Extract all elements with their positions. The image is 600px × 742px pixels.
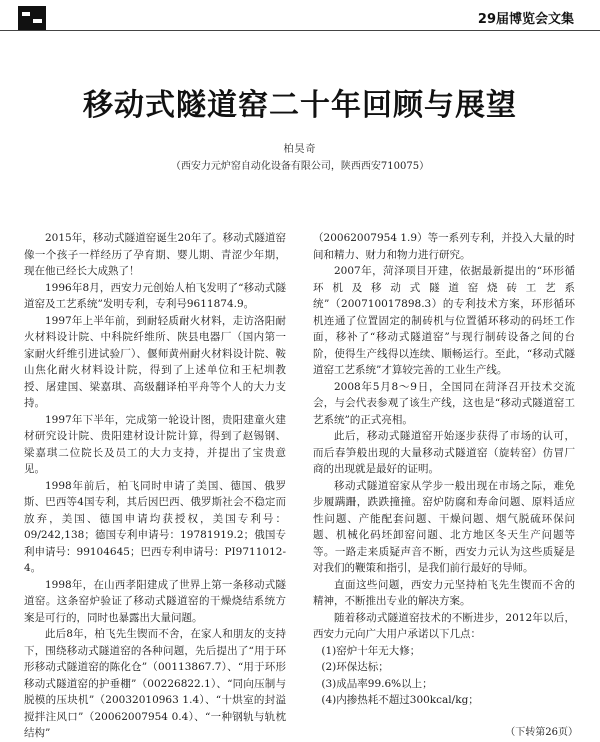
paragraph: 2007年，菏泽项目开建，依据最新提出的“环形循环机及移动式隧道窑烧砖工艺系统”（200710017898.3）的专利技术方案，环形循环机连通了位置固定的制砖机与位置循环移动的码坯工作面，移补了“移动式隧道窑”与现行制砖设备之间的台阶，使得生产线得以连续、顺畅运行。至此，“移动式隧道窑工艺系统”才算较完善的工业生产线。 xyxy=(313,265,575,376)
paragraph: 1997年上半年前，到耐轻质耐火材料，走访洛阳耐火材料设计院、中科院纤维所、陕县电器厂（国内第一家耐火纤维引进试验厂）、偃师黄州耐火材料设计院、鞍山焦化耐火材料设计院，得到了上述单位和王杞圳教授、屠建国、梁嘉琪、高级翻译柏平舟等个人的大力支持。 xyxy=(24,314,286,409)
list-item: (1)窑炉十年无大修； xyxy=(321,644,421,657)
paragraph-continued: （20062007954 1.9）等一系列专利，并投入大量的时间和精力、财力和物力进行研究。 xyxy=(313,232,575,261)
paragraph: 此后，移动式隧道窑开始逐步获得了市场的认可，而后春笋般出现的大量移动式隧道窑（旋转窑）仿冒厂商的出现就是最好的证明。 xyxy=(313,430,575,475)
journal-emblem xyxy=(18,6,46,30)
paragraph: 1998年，在山西孝阳建成了世界上第一条移动式隧道窑。这条窑炉验证了移动式隧道窑的干燥烧结系统方案是可行的，同时也暴露出大量问题。 xyxy=(24,578,286,624)
paragraph: 1996年8月，西安力元创始人柏飞发明了“移动式隧道窑及工艺系统”发明专利，专利号9611874.9。 xyxy=(24,281,286,310)
continued-note: （下转第26页） xyxy=(505,727,578,738)
right-column xyxy=(313,230,575,709)
article-affiliation: （西安力元炉窑自动化设备有限公司，陕西西安710075） xyxy=(170,161,430,172)
paragraph: 此后8年，柏飞先生锲而不舍，在家人和朋友的支持下，围绕移动式隧道窑的各种问题，先后提出了“用于环形移动式隧道窑的陈化仓”（00113867.7）、“用于环形移动式隧道窑的护垂棚”（00226822.1）、“同向压制与脱模的压块机”（20032010963 1.4）、“十烘室的封溢搅拌注风口”（20062007954 0.4）、“一种钢轨与轨枕结构” xyxy=(24,628,286,739)
paragraph: 2015年，移动式隧道窑诞生20年了。移动式隧道窑像一个孩子一样经历了孕育期、婴儿期、青涩少年期，现在他已经长大成熟了！ xyxy=(24,232,286,277)
paragraph: 2008年5月8～9日，全国同在菏泽召开技术交流会，与会代表参观了该生产线，这也是“移动式隧道窑工艺系统”的正式亮相。 xyxy=(313,380,575,426)
list-item: (3)成品率99.6%以上； xyxy=(321,677,433,690)
header-rule xyxy=(0,30,600,31)
paragraph: 1997年下半年，完成第一轮设计图，贵阳建童火建材研究设计院、贵阳建材设计院计算，得到了赵锡钢、梁嘉琪二位院长及员工的大力支持，并提出了宝贵意见。 xyxy=(24,413,286,475)
paragraph: 移动式隧道窑家从学步一般出现在市场之际，难免步履蹒跚，跌跌撞撞。窑炉防腐和寿命问题、原料适应性问题、产能配套问题、干燥问题、烟气脱硫环保问题、机械化码坯卸窑问题、北方地区冬天生产问题等等。一路走来质疑声音不断，西安力元认为这些质疑是对我们的鞭策和指引，是我们前行最好的导师。 xyxy=(313,479,575,574)
left-column xyxy=(24,230,286,742)
paragraph: 随着移动式隧道窑技术的不断进步，2012年以后，西安力元向广大用户承诺以下几点： xyxy=(313,611,575,640)
list-item: (2)环保达标； xyxy=(321,661,389,673)
list-item: (4)内掺热耗不超过300kcal/kg； xyxy=(321,694,479,706)
article-title: 移动式隧道窑二十年回顾与展望 xyxy=(83,88,517,123)
article-author: 柏昊奇 xyxy=(283,144,317,155)
paragraph: 直面这些问题，西安力元坚持柏飞先生锲而不舍的精神，不断推出专业的解决方案。 xyxy=(313,578,575,607)
journal-header: 29届博览会文集 xyxy=(477,12,574,27)
paragraph: 1998年前后，柏飞同时申请了美国、德国、俄罗斯、巴西等4国专利，其后因巴西、俄罗斯社会不稳定而放弃，美国、德国申请均获授权，美国专利号：09/242,138；德国专利申请号：19781919.2；俄国专利申请号：99104645；巴西专利申请号：PI9711012-4。 xyxy=(24,479,286,574)
